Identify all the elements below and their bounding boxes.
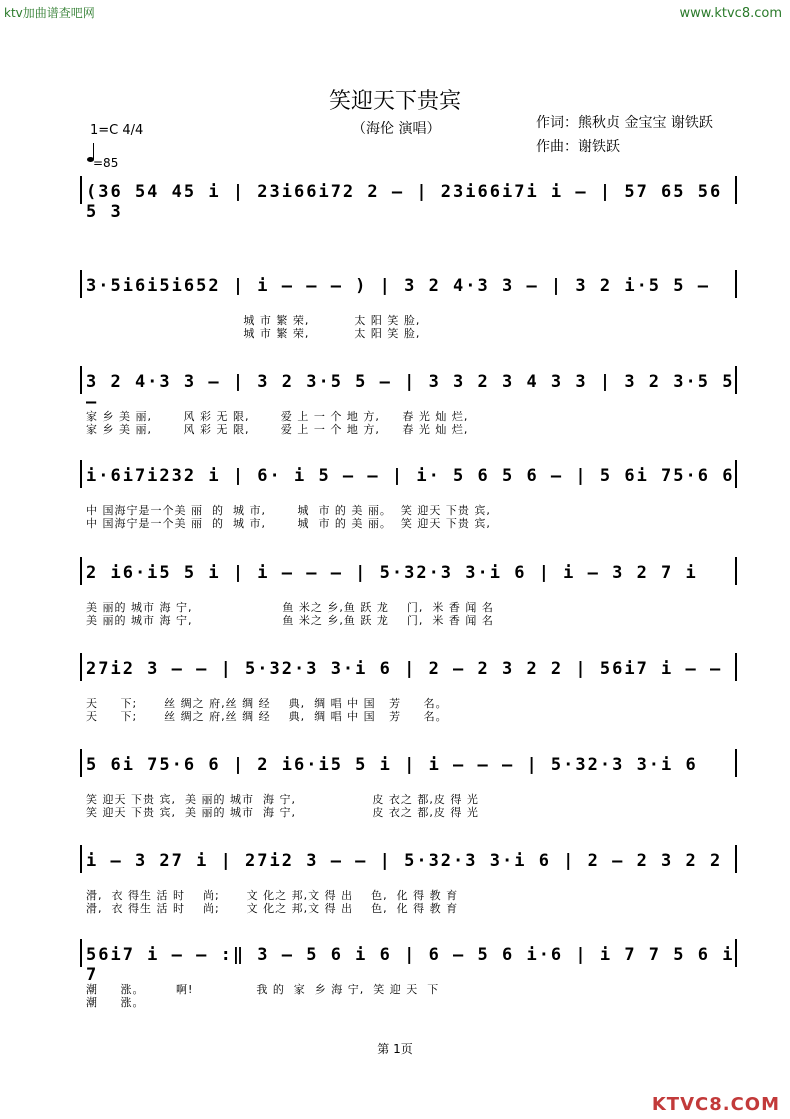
bar-line bbox=[735, 557, 737, 585]
notation-line: i — 3 27 i | 27i2 3 — — | 5·32·3 3·i 6 | 2 — 2 3 2 2 bbox=[86, 851, 723, 871]
bar-line bbox=[80, 939, 82, 967]
bar-line bbox=[80, 557, 82, 585]
score-row bbox=[80, 563, 740, 627]
notation-line: (36 54 45 i | 23i66i72 2 — | 23i66i7i i — | 57 65 56 5 3 bbox=[86, 182, 723, 222]
lyric-line-1: 滑, 衣 得生 活 时 尚; 文 化之 邦,文 得 出 色, 化 得 教 育 bbox=[86, 889, 459, 902]
time-signature: 4/4 bbox=[122, 123, 144, 138]
score-row bbox=[80, 851, 740, 915]
watermark-top-left: ktv加曲谱查吧网 bbox=[4, 6, 95, 20]
notation-line: 3 2 4·3 3 — | 3 2 3·5 5 — | 3 3 2 3 4 3 3 | 3 2 3·5 5 — bbox=[86, 372, 735, 412]
lyric-line-1: 天 下; 丝 绸之 府,丝 绸 经 典, 绸 唱 中 国 芳 名。 bbox=[86, 697, 448, 710]
lyric-line-2: 家 乡 美 丽, 风 彩 无 限, 爱 上 一 个 地 方, 春 光 灿 烂, bbox=[86, 423, 469, 436]
watermark-bottom-right: KTVC8.COM bbox=[651, 1094, 780, 1115]
lyric-line-1: 城 市 繁 荣, 太 阳 笑 脸, bbox=[86, 314, 421, 327]
lyric-line-2: 笑 迎天 下贵 宾, 美 丽的 城市 海 宁, 皮 衣之 都,皮 得 光 bbox=[86, 806, 479, 819]
bar-line bbox=[80, 176, 82, 204]
composer-credit: 作曲：谢铁跃 bbox=[536, 139, 620, 155]
performer: （海伦 演唱） bbox=[352, 121, 441, 137]
score-row bbox=[80, 182, 740, 226]
lyricist-credit: 作词：熊秋贞 金宝宝 谢铁跃 bbox=[536, 115, 713, 131]
lyric-line-1: 潮 涨。 啊! 我 的 家 乡 海 宁, 笑 迎 天 下 bbox=[86, 983, 440, 996]
bar-line bbox=[80, 653, 82, 681]
key-signature bbox=[90, 123, 143, 138]
lyric-line-2: 滑, 衣 得生 活 时 尚; 文 化之 邦,文 得 出 色, 化 得 教 育 bbox=[86, 902, 459, 915]
bar-line bbox=[735, 366, 737, 394]
key-label: 1=C bbox=[90, 123, 119, 138]
score-row bbox=[80, 276, 740, 340]
watermark-top-right: www.ktvc8.com bbox=[679, 6, 782, 21]
bar-line bbox=[735, 270, 737, 298]
bar-line bbox=[735, 749, 737, 777]
bar-line bbox=[735, 176, 737, 204]
score-row bbox=[80, 755, 740, 819]
score-row bbox=[80, 945, 740, 1009]
bar-line bbox=[80, 270, 82, 298]
lyric-line-2: 中 国海宁是一个美 丽 的 城 市, 城 市 的 美 丽。 笑 迎天 下贵 宾, bbox=[86, 517, 491, 530]
bar-line bbox=[735, 460, 737, 488]
lyric-line-2: 美 丽的 城市 海 宁, 鱼 米之 乡,鱼 跃 龙 门, 米 香 闻 名 bbox=[86, 614, 494, 627]
lyric-line-2: 潮 涨。 bbox=[86, 996, 145, 1009]
score-row bbox=[80, 466, 740, 530]
bar-line bbox=[735, 845, 737, 873]
bar-line bbox=[80, 460, 82, 488]
notation-line: 27i2 3 — — | 5·32·3 3·i 6 | 2 — 2 3 2 2 | 56i7 i — — bbox=[86, 659, 723, 679]
notation-line: i·6i7i232 i | 6· i 5 — — | i· 5 6 5 6 — | 5 6i 75·6 6 bbox=[86, 466, 735, 486]
lyric-line-1: 笑 迎天 下贵 宾, 美 丽的 城市 海 宁, 皮 衣之 都,皮 得 光 bbox=[86, 793, 479, 806]
score-row bbox=[80, 372, 740, 436]
notation-line: 56i7 i — — :‖ 3 — 5 6 i 6 | 6 — 5 6 i·6 | i 7 7 5 6 i 7 bbox=[86, 945, 735, 985]
tempo-marking: =85 bbox=[93, 156, 119, 170]
notation-line: 2 i6·i5 5 i | i — — — | 5·32·3 3·i 6 | i — 3 2 7 i bbox=[86, 563, 698, 583]
lyric-line-1: 美 丽的 城市 海 宁, 鱼 米之 乡,鱼 跃 龙 门, 米 香 闻 名 bbox=[86, 601, 494, 614]
notation-line: 5 6i 75·6 6 | 2 i6·i5 5 i | i — — — | 5·32·3 3·i 6 bbox=[86, 755, 698, 775]
notation-line: 3·5i6i5i652 | i — — — ) | 3 2 4·3 3 — | 3 2 i·5 5 — bbox=[86, 276, 710, 296]
page-number: 第 1页 bbox=[377, 1042, 413, 1056]
bar-line bbox=[80, 749, 82, 777]
lyric-line-1: 家 乡 美 丽, 风 彩 无 限, 爱 上 一 个 地 方, 春 光 灿 烂, bbox=[86, 410, 469, 423]
lyric-line-2: 城 市 繁 荣, 太 阳 笑 脸, bbox=[86, 327, 421, 340]
bar-line bbox=[735, 653, 737, 681]
bar-line bbox=[735, 939, 737, 967]
song-title: 笑迎天下贵宾 bbox=[328, 89, 461, 114]
bar-line bbox=[80, 366, 82, 394]
lyric-line-1: 中 国海宁是一个美 丽 的 城 市, 城 市 的 美 丽。 笑 迎天 下贵 宾, bbox=[86, 504, 491, 517]
bar-line bbox=[80, 845, 82, 873]
score-row bbox=[80, 659, 740, 723]
lyric-line-2: 天 下; 丝 绸之 府,丝 绸 经 典, 绸 唱 中 国 芳 名。 bbox=[86, 710, 448, 723]
